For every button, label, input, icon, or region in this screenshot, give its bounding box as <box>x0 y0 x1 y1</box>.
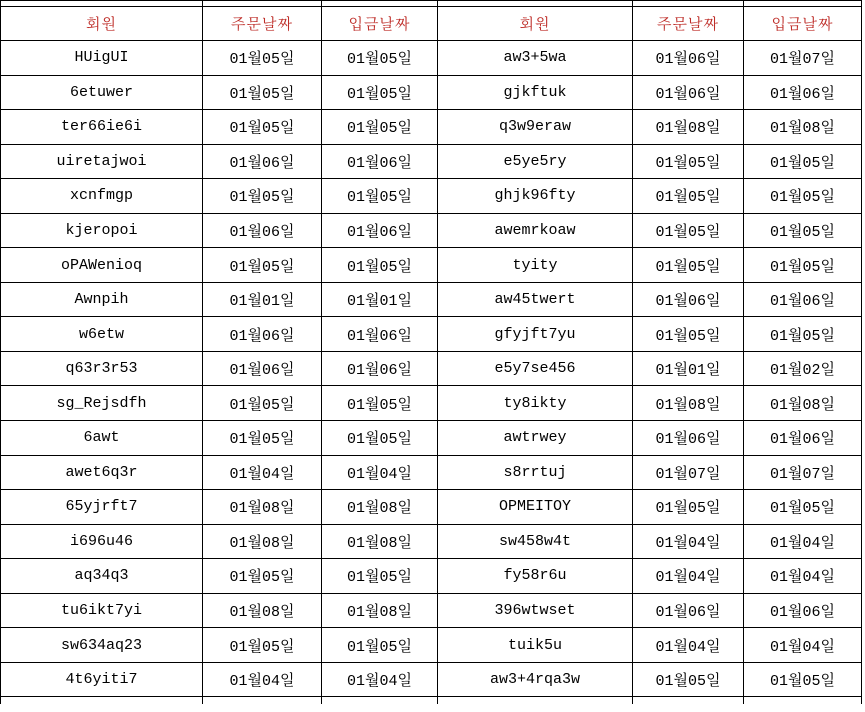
member-cell-right[interactable]: e5y7se456 <box>438 352 633 387</box>
deposit-date-cell-left[interactable]: 01월05일 <box>322 386 438 421</box>
order-date-cell-right[interactable]: 01월06일 <box>633 76 744 111</box>
deposit-date-cell-left[interactable]: 01월08일 <box>322 490 438 525</box>
deposit-date-cell-left[interactable]: 01월06일 <box>322 352 438 387</box>
order-date-cell-right[interactable]: 01월01일 <box>633 352 744 387</box>
member-cell-right[interactable]: gjkftuk <box>438 76 633 111</box>
deposit-date-cell-right[interactable]: 01월06일 <box>744 594 862 629</box>
member-cell-right[interactable]: s8rrtuj <box>438 456 633 491</box>
member-cell-right[interactable]: tuik5u <box>438 628 633 663</box>
member-cell-left[interactable]: uiretajwoi <box>1 145 203 180</box>
partial-cell <box>322 697 438 704</box>
member-cell-right[interactable]: OPMEITOY <box>438 490 633 525</box>
member-cell-right[interactable]: tyity <box>438 248 633 283</box>
deposit-date-cell-right[interactable]: 01월05일 <box>744 663 862 698</box>
order-date-cell-left[interactable]: 01월06일 <box>203 317 322 352</box>
order-date-cell-left[interactable]: 01월01일 <box>203 283 322 318</box>
order-date-cell-left[interactable]: 01월05일 <box>203 421 322 456</box>
member-cell-left[interactable]: 6etuwer <box>1 76 203 111</box>
member-cell-left[interactable]: oPAWenioq <box>1 248 203 283</box>
deposit-date-cell-right[interactable]: 01월07일 <box>744 456 862 491</box>
order-date-cell-right[interactable]: 01월08일 <box>633 110 744 145</box>
member-cell-right[interactable]: aw3+4rqa3w <box>438 663 633 698</box>
deposit-date-cell-right[interactable]: 01월06일 <box>744 283 862 318</box>
order-date-cell-right[interactable]: 01월04일 <box>633 628 744 663</box>
member-cell-left[interactable]: xcnfmgp <box>1 179 203 214</box>
header-deposit-date-left: 입금날짜 <box>322 7 438 42</box>
order-date-cell-right[interactable]: 01월05일 <box>633 490 744 525</box>
deposit-date-cell-left[interactable]: 01월04일 <box>322 663 438 698</box>
order-date-cell-left[interactable]: 01월05일 <box>203 179 322 214</box>
member-cell-left[interactable]: Awnpih <box>1 283 203 318</box>
order-date-cell-right[interactable]: 01월07일 <box>633 456 744 491</box>
member-cell-right[interactable]: gfyjft7yu <box>438 317 633 352</box>
order-date-cell-right[interactable]: 01월06일 <box>633 594 744 629</box>
partial-cell <box>633 697 744 704</box>
order-date-cell-right[interactable]: 01월05일 <box>633 317 744 352</box>
member-cell-right[interactable]: aw3+5wa <box>438 41 633 76</box>
order-date-cell-left[interactable]: 01월05일 <box>203 41 322 76</box>
deposit-date-cell-right[interactable]: 01월02일 <box>744 352 862 387</box>
deposit-date-cell-left[interactable]: 01월08일 <box>322 594 438 629</box>
order-date-cell-right[interactable]: 01월05일 <box>633 663 744 698</box>
deposit-date-cell-right[interactable]: 01월05일 <box>744 214 862 249</box>
member-cell-right[interactable]: e5ye5ry <box>438 145 633 180</box>
order-date-cell-left[interactable]: 01월06일 <box>203 145 322 180</box>
deposit-date-cell-left[interactable]: 01월05일 <box>322 76 438 111</box>
member-cell-left[interactable]: HUigUI <box>1 41 203 76</box>
deposit-date-cell-right[interactable]: 01월05일 <box>744 248 862 283</box>
deposit-date-cell-right[interactable]: 01월05일 <box>744 179 862 214</box>
partial-cell <box>438 697 633 704</box>
header-member-right: 회원 <box>438 7 633 42</box>
member-cell-left[interactable]: 4t6yiti7 <box>1 663 203 698</box>
member-cell-right[interactable]: sw458w4t <box>438 525 633 560</box>
order-date-cell-left[interactable]: 01월06일 <box>203 352 322 387</box>
deposit-date-cell-left[interactable]: 01월05일 <box>322 248 438 283</box>
member-cell-right[interactable]: 396wtwset <box>438 594 633 629</box>
deposit-date-cell-left[interactable]: 01월04일 <box>322 456 438 491</box>
order-date-cell-right[interactable]: 01월04일 <box>633 559 744 594</box>
partial-cell <box>1 697 203 704</box>
order-date-cell-left[interactable]: 01월04일 <box>203 663 322 698</box>
member-cell-left[interactable]: w6etw <box>1 317 203 352</box>
member-cell-left[interactable]: ter66ie6i <box>1 110 203 145</box>
order-date-cell-right[interactable]: 01월06일 <box>633 41 744 76</box>
member-cell-right[interactable]: aw45twert <box>438 283 633 318</box>
deposit-date-cell-right[interactable]: 01월05일 <box>744 490 862 525</box>
deposit-date-cell-right[interactable]: 01월06일 <box>744 421 862 456</box>
deposit-date-cell-left[interactable]: 01월05일 <box>322 421 438 456</box>
member-cell-left[interactable]: aq34q3 <box>1 559 203 594</box>
deposit-date-cell-left[interactable]: 01월06일 <box>322 145 438 180</box>
header-deposit-date-right: 입금날짜 <box>744 7 862 42</box>
deposit-date-cell-right[interactable]: 01월07일 <box>744 41 862 76</box>
deposit-date-cell-right[interactable]: 01월04일 <box>744 628 862 663</box>
order-date-cell-left[interactable]: 01월05일 <box>203 559 322 594</box>
order-date-cell-left[interactable]: 01월06일 <box>203 214 322 249</box>
order-date-cell-left[interactable]: 01월05일 <box>203 386 322 421</box>
order-date-cell-right[interactable]: 01월04일 <box>633 525 744 560</box>
order-date-cell-left[interactable]: 01월05일 <box>203 76 322 111</box>
order-date-cell-left[interactable]: 01월05일 <box>203 628 322 663</box>
member-cell-left[interactable]: 65yjrft7 <box>1 490 203 525</box>
member-cell-left[interactable]: q63r3r53 <box>1 352 203 387</box>
deposit-date-cell-left[interactable]: 01월05일 <box>322 628 438 663</box>
deposit-date-cell-left[interactable]: 01월05일 <box>322 41 438 76</box>
order-date-cell-right[interactable]: 01월08일 <box>633 386 744 421</box>
deposit-date-cell-right[interactable]: 01월08일 <box>744 386 862 421</box>
deposit-date-cell-left[interactable]: 01월05일 <box>322 179 438 214</box>
member-cell-right[interactable]: fy58r6u <box>438 559 633 594</box>
order-date-cell-right[interactable]: 01월06일 <box>633 283 744 318</box>
member-cell-left[interactable]: kjeropoi <box>1 214 203 249</box>
order-date-cell-left[interactable]: 01월05일 <box>203 248 322 283</box>
header-member-left: 회원 <box>1 7 203 42</box>
partial-cell <box>744 697 862 704</box>
deposit-date-cell-left[interactable]: 01월05일 <box>322 110 438 145</box>
deposit-date-cell-left[interactable]: 01월06일 <box>322 317 438 352</box>
partial-cell <box>203 697 322 704</box>
order-date-cell-left[interactable]: 01월08일 <box>203 594 322 629</box>
member-cell-right[interactable]: awtrwey <box>438 421 633 456</box>
header-order-date-left: 주문날짜 <box>203 7 322 42</box>
deposit-date-cell-right[interactable]: 01월08일 <box>744 110 862 145</box>
deposit-date-cell-left[interactable]: 01월06일 <box>322 214 438 249</box>
order-date-cell-right[interactable]: 01월05일 <box>633 248 744 283</box>
deposit-date-cell-left[interactable]: 01월08일 <box>322 525 438 560</box>
order-date-cell-right[interactable]: 01월06일 <box>633 421 744 456</box>
deposit-date-cell-left[interactable]: 01월05일 <box>322 559 438 594</box>
member-cell-left[interactable]: sg_Rejsdfh <box>1 386 203 421</box>
deposit-date-cell-right[interactable]: 01월05일 <box>744 145 862 180</box>
order-date-cell-right[interactable]: 01월05일 <box>633 214 744 249</box>
member-cell-right[interactable]: q3w9eraw <box>438 110 633 145</box>
deposit-date-cell-right[interactable]: 01월06일 <box>744 76 862 111</box>
deposit-date-cell-right[interactable]: 01월05일 <box>744 317 862 352</box>
member-cell-left[interactable]: tu6ikt7yi <box>1 594 203 629</box>
member-cell-right[interactable]: awemrkoaw <box>438 214 633 249</box>
member-cell-left[interactable]: 6awt <box>1 421 203 456</box>
header-order-date-right: 주문날짜 <box>633 7 744 42</box>
member-cell-right[interactable]: ghjk96fty <box>438 179 633 214</box>
deposit-date-cell-right[interactable]: 01월04일 <box>744 525 862 560</box>
deposit-date-cell-left[interactable]: 01월01일 <box>322 283 438 318</box>
order-date-cell-right[interactable]: 01월05일 <box>633 145 744 180</box>
member-cell-left[interactable]: awet6q3r <box>1 456 203 491</box>
member-cell-right[interactable]: ty8ikty <box>438 386 633 421</box>
order-date-cell-left[interactable]: 01월04일 <box>203 456 322 491</box>
order-date-cell-left[interactable]: 01월08일 <box>203 490 322 525</box>
order-date-cell-right[interactable]: 01월05일 <box>633 179 744 214</box>
member-cell-left[interactable]: i696u46 <box>1 525 203 560</box>
order-date-cell-left[interactable]: 01월05일 <box>203 110 322 145</box>
order-date-cell-left[interactable]: 01월08일 <box>203 525 322 560</box>
deposit-date-cell-right[interactable]: 01월04일 <box>744 559 862 594</box>
member-cell-left[interactable]: sw634aq23 <box>1 628 203 663</box>
